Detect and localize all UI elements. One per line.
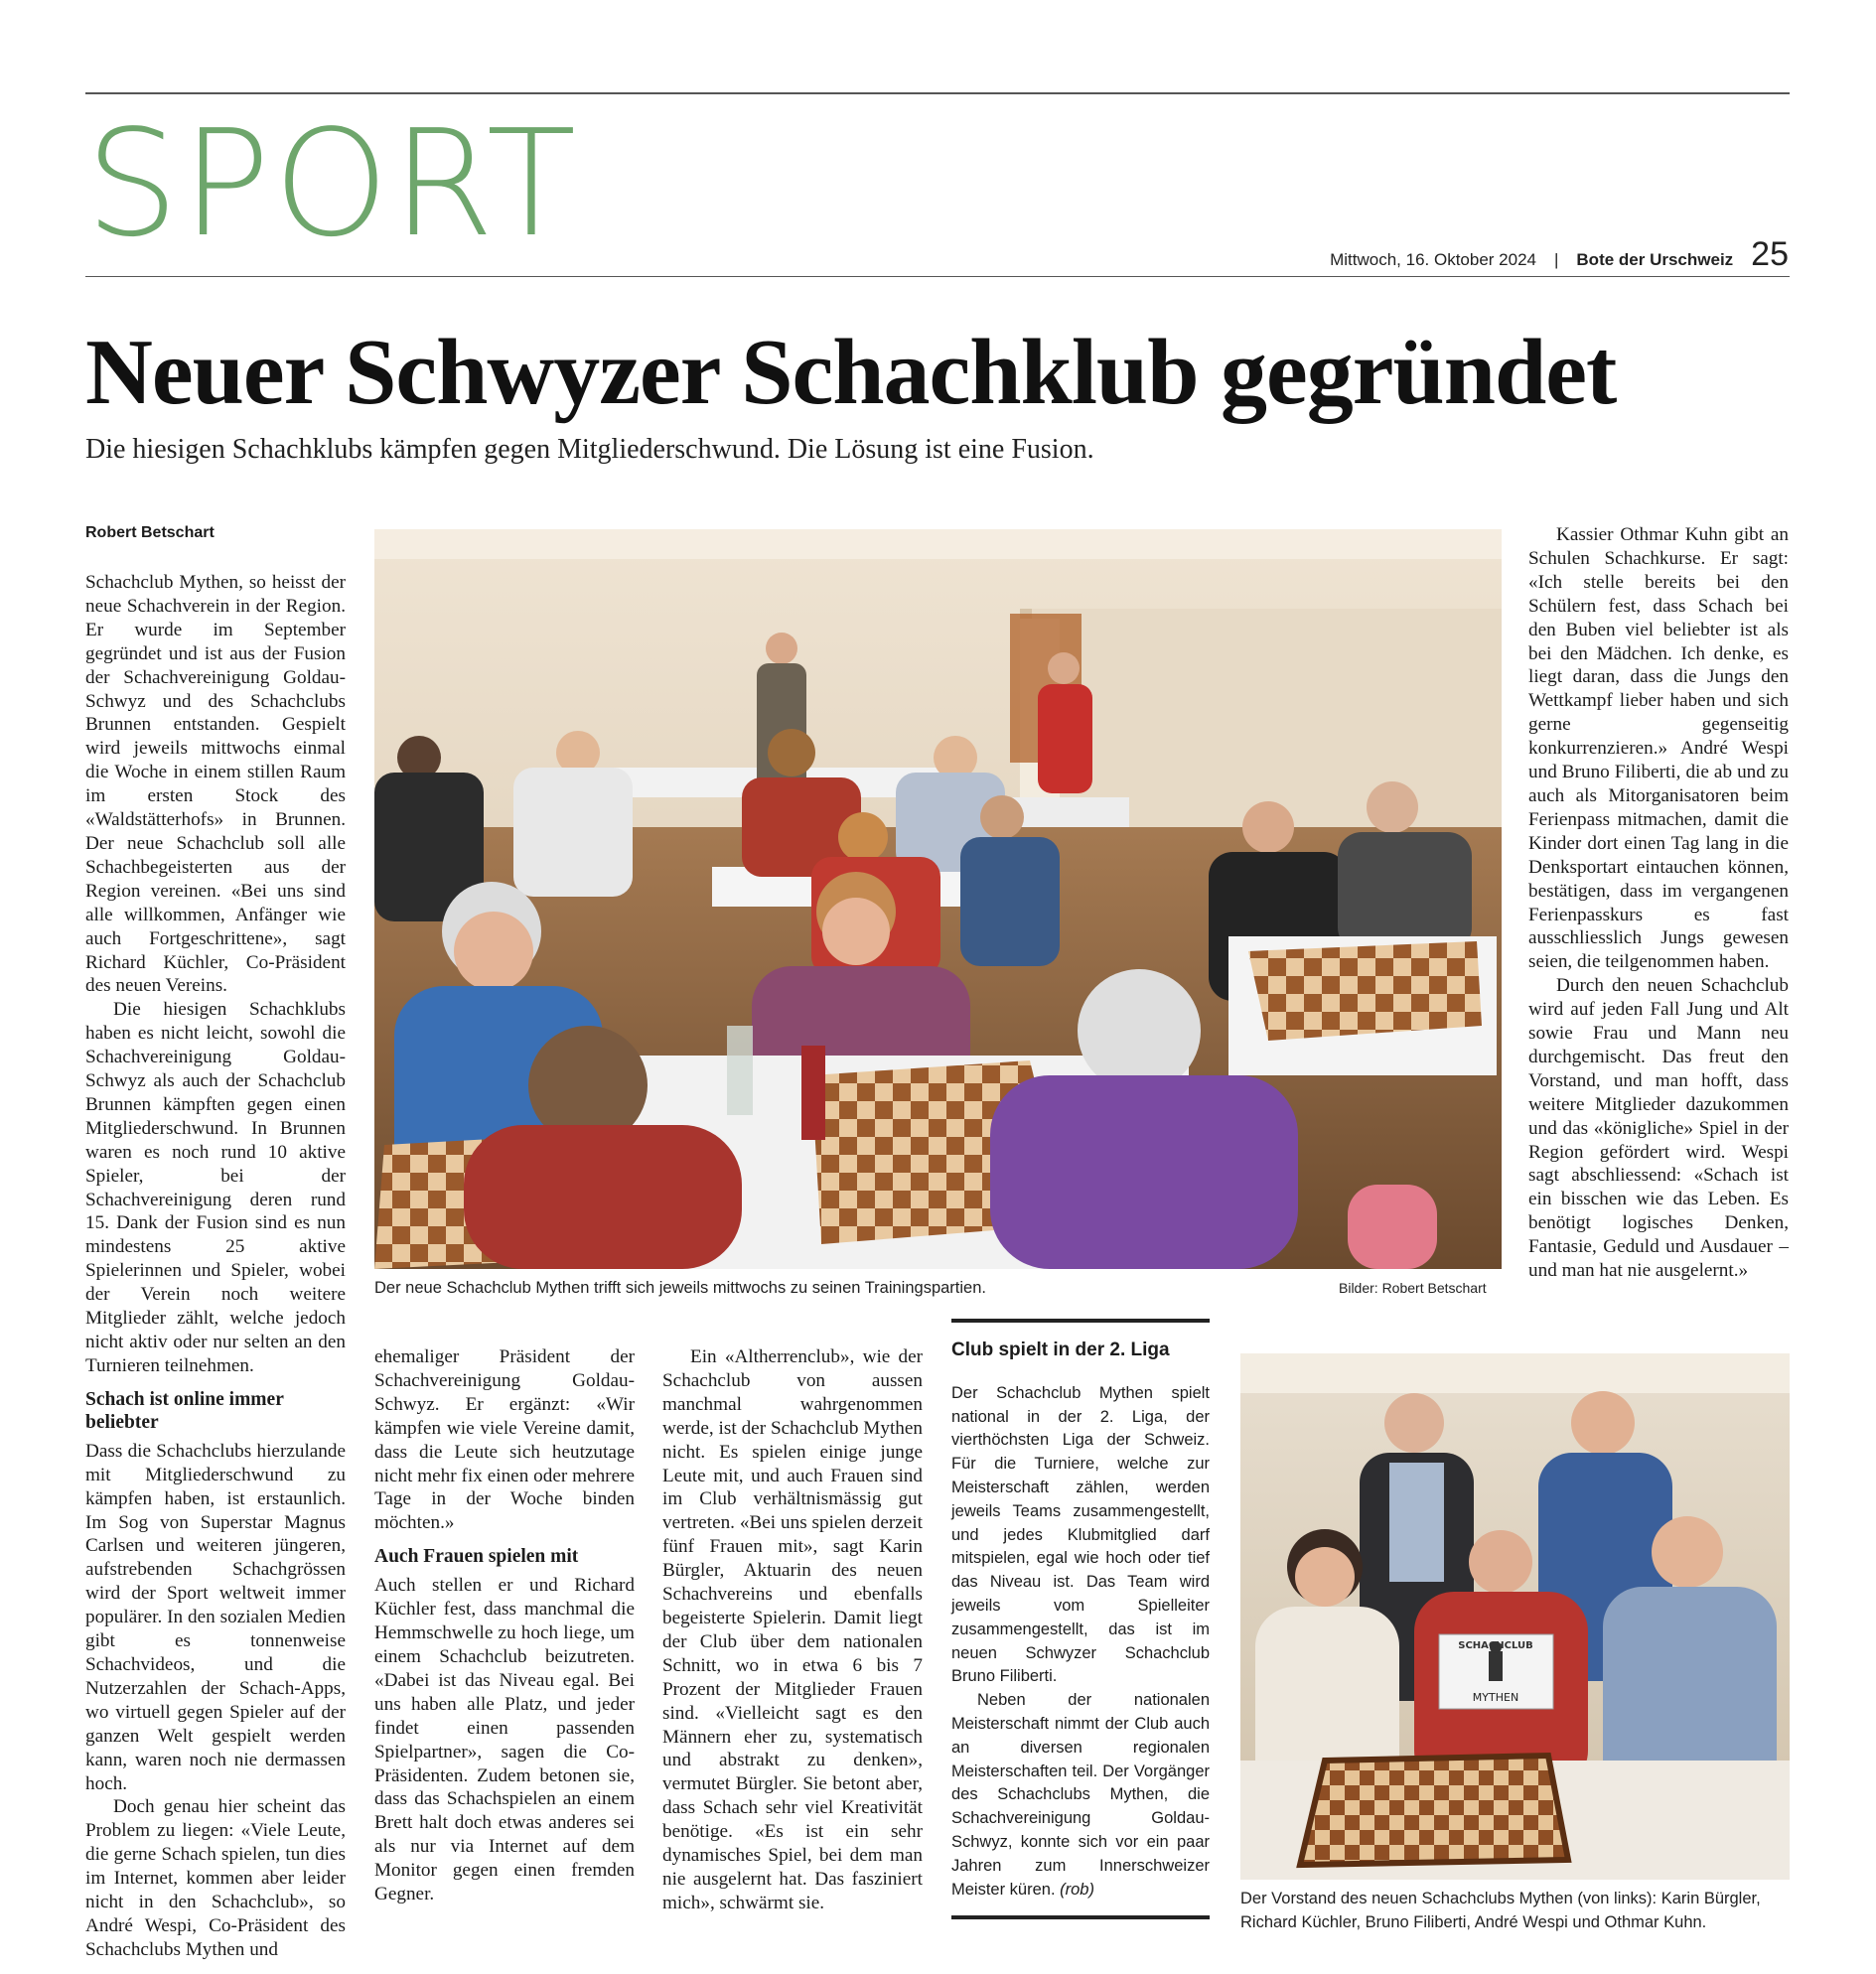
- publication-name: Bote der Urschweiz: [1576, 250, 1734, 269]
- box-top-rule: [951, 1319, 1210, 1323]
- section-title: SPORT: [85, 98, 580, 269]
- article-column-3: [662, 1345, 923, 1915]
- chess-club-training-image: [374, 529, 1502, 1269]
- issue-date: Mittwoch, 16. Oktober 2024: [1330, 250, 1536, 269]
- main-photo-caption: Der neue Schachclub Mythen trifft sich jeweils mittwochs zu seinen Trainingspartien.: [374, 1279, 986, 1297]
- paragraph: Die hiesigen Schachklubs haben es nicht leicht, sowohl die Schachvereinigung Goldau-Schwyz als auch der Schachclub Brunnen kämpften gegen einen Mitgliederschwund. In Brunnen waren es noch rund 10 aktive Spieler, bei der Schachvereinigung deren rund 15. Dank der Fusion sind es nun mindestens 25 aktive Spielerinnen und Spieler, wobei der Verein noch weitere Mitglieder zählt, welche jedoch nicht aktiv oder nur selten an den Turnieren teilnehmen.: [85, 999, 346, 1376]
- paragraph: Ein «Altherrenclub», wie der Schachclub von aussen manchmal wahrgenommen werde, ist der Schachclub Mythen nicht. Es spielen einige junge Leute mit, und auch Frauen sind im Club verhältnismässig gut vertreten. «Bei uns spielen derzeit fünf Frauen mit», sagt Karin Bürgler, Aktuarin des neuen Schachvereins und ebenfalls begeisterte Spielerin. Damit liegt der Club über dem nationalen Schnitt, wo in etwa 6 bis 7 Prozent der Mitglieder Frauen sind. «Vielleicht sagt es den Männern eher zu, systematisch und abstrakt zu denken», vermutet Bürgler. Sie betont aber, dass Schach sehr viel Kreativität benötige. «Es ist ein sehr dynamisches Spiel, bei dem man nie ausgelernt hat. Das fasziniert mich», schwärmt sie.: [662, 1346, 923, 1913]
- box-text: Neben der nationalen Meisterschaft nimmt der Club auch an diversen regionalen Meisterschaften teil. Der Vorgänger des Schachclubs Mythen, die Schachvereinigung Goldau-Schwyz, konnte sich vor ein paar Jahren zum Innerschweizer Meister küren.: [951, 1691, 1210, 1899]
- club-board-group-image: [1240, 1353, 1790, 1880]
- paragraph: Doch genau hier scheint das Problem zu liegen: «Viele Leute, die gerne Schach spielen, tun dies im Internet, kommen aber leider nicht in den Schachclub», so André Wespi, Co-Präsident des Schachclubs Mythen und: [85, 1796, 346, 1960]
- main-photo: [374, 529, 1502, 1269]
- info-box: [951, 1319, 1210, 1919]
- page-meta: [1330, 235, 1789, 274]
- paragraph: ehemaliger Präsident der Schachvereinigung Goldau-Schwyz. Er ergänzt: «Wir kämpfen wie viele Vereine damit, dass die Leute sich heutzutage nicht mehr fix einen oder mehrere Tage in der Woche binden möchten.»: [374, 1346, 635, 1534]
- paragraph: Dass die Schachclubs hierzulande mit Mitgliederschwund zu kämpfen haben, ist erstaunlich. Im Sog von Superstar Magnus Carlsen und weiteren jüngeren, aufstrebenden Schachgrössen wird der Sport weltweit immer populärer. In den sozialen Medien gibt es tonnenweise Schachvideos, und die Nutzerzahlen der Schach-Apps, wo virtuell gegen Spieler auf der ganzen Welt gespielt werden kann, waren noch nie dermassen hoch.: [85, 1440, 346, 1794]
- box-paragraph: [951, 1689, 1210, 1902]
- article-column-1: [85, 571, 346, 1962]
- paragraph: Auch stellen er und Richard Küchler fest, dass manchmal die Hemmschwelle zu hoch liege, um einem Schachclub beizutreten. «Dabei ist das Niveau egal. Bei uns haben alle Platz, und jeder findet einen passenden Spielpartner», sagen die Co-Präsidenten. Zudem betonen sie, dass das Schachspielen an einem Brett halt doch etwas anderes sei als nur via Internet auf dem Monitor gegen einen fremden Gegner.: [374, 1575, 635, 1905]
- sign-text: SCHACHCLUB: [1458, 1640, 1533, 1651]
- box-title: Club spielt in der 2. Liga: [951, 1340, 1170, 1360]
- article-column-2: [374, 1345, 635, 1906]
- paragraph: Durch den neuen Schachclub wird auf jeden Fall Jung und Alt sowie Frau und Mann neu durchgemischt. Das freut den Vorstand, und man hofft, dass weitere Mitglieder dazukommen und das «königliche» Spiel in der Region gefördert wird. Wespi sagt abschliessend: «Schach ist ein bisschen wie das Leben. Es benötigt logisches Denken, Fantasie, Geduld und Ausdauer – und man hat nie ausgelernt.»: [1528, 975, 1789, 1282]
- header-rule: [85, 276, 1790, 277]
- article-author: Robert Betschart: [85, 524, 215, 541]
- board-photo-caption: Der Vorstand des neuen Schachclubs Mythen (von links): Karin Bürgler, Richard Küchler, Bruno Filiberti, André Wespi und Othmar Kuhn.: [1240, 1890, 1761, 1931]
- box-paragraph: Der Schachclub Mythen spielt national in der 2. Liga, der vierthöchsten Liga der Schweiz. Für die Turniere, welche zur Meisterschaft zählen, werden jeweils Teams zusammengestellt, und jedes Klubmitglied darf mitspielen, egal wie hoch oder tief das Niveau ist. Das Team wird jeweils vom Spielleiter zusammengestellt, das ist im neuen Schwyzer Schachclub Bruno Filiberti.: [951, 1383, 1210, 1686]
- box-bottom-rule: [951, 1915, 1210, 1919]
- top-rule: [85, 92, 1790, 94]
- paragraph: Schachclub Mythen, so heisst der neue Schachverein in der Region. Er wurde im September gegründet und ist aus der Fusion der Schachvereinigung Goldau-Schwyz und des Schachclubs Brunnen entstanden. Gespielt wird jeweils mittwochs einmal die Woche in einem stillen Raum im ersten Stock des «Waldstätterhofs» in Brunnen. Der neue Schachclub soll alle Schachbegeisterten aus der Region vereinen. «Bei uns sind alle willkommen, Anfänger wie auch Fortgeschrittene», sagt Richard Küchler, Co-Präsident des neuen Vereins.: [85, 572, 346, 997]
- paragraph: Kassier Othmar Kuhn gibt an Schulen Schachkurse. Er sagt: «Ich stelle bereits bei den Schülern fest, dass Schach bei den Buben viel beliebter ist als bei den Mädchen. Ich denke, es liegt daran, dass die Jungs den Wettkampf lieber haben und sich gerne gegenseitig konkurrenzieren.» André Wespi und Bruno Filiberti, die ab und zu auch als Mitorganisatoren beim Ferienpass mitmachen, damit die Kinder dort einen Tag lang in die Denksportart eintauchen können, bestätigen, dass im vergangenen Ferienpasskurs es fast ausschliesslich Jungs gewesen seien, die teilgenommen haben.: [1528, 524, 1789, 973]
- subheading: Schach ist online immer beliebter: [85, 1388, 284, 1433]
- article-lead: Die hiesigen Schachklubs kämpfen gegen Mitgliederschwund. Die Lösung ist eine Fusion.: [85, 434, 1094, 465]
- subheading: Auch Frauen spielen mit: [374, 1546, 579, 1568]
- box-signature: (rob): [1060, 1880, 1094, 1899]
- article-headline: Neuer Schwyzer Schachklub gegründet: [85, 321, 1617, 424]
- photo-credit: Bilder: Robert Betschart: [1339, 1280, 1487, 1296]
- board-photo: [1240, 1353, 1790, 1880]
- sign-text: MYTHEN: [1472, 1691, 1519, 1704]
- article-column-right: [1528, 523, 1789, 1283]
- page-number: 25: [1751, 235, 1789, 273]
- meta-separator: |: [1553, 250, 1559, 269]
